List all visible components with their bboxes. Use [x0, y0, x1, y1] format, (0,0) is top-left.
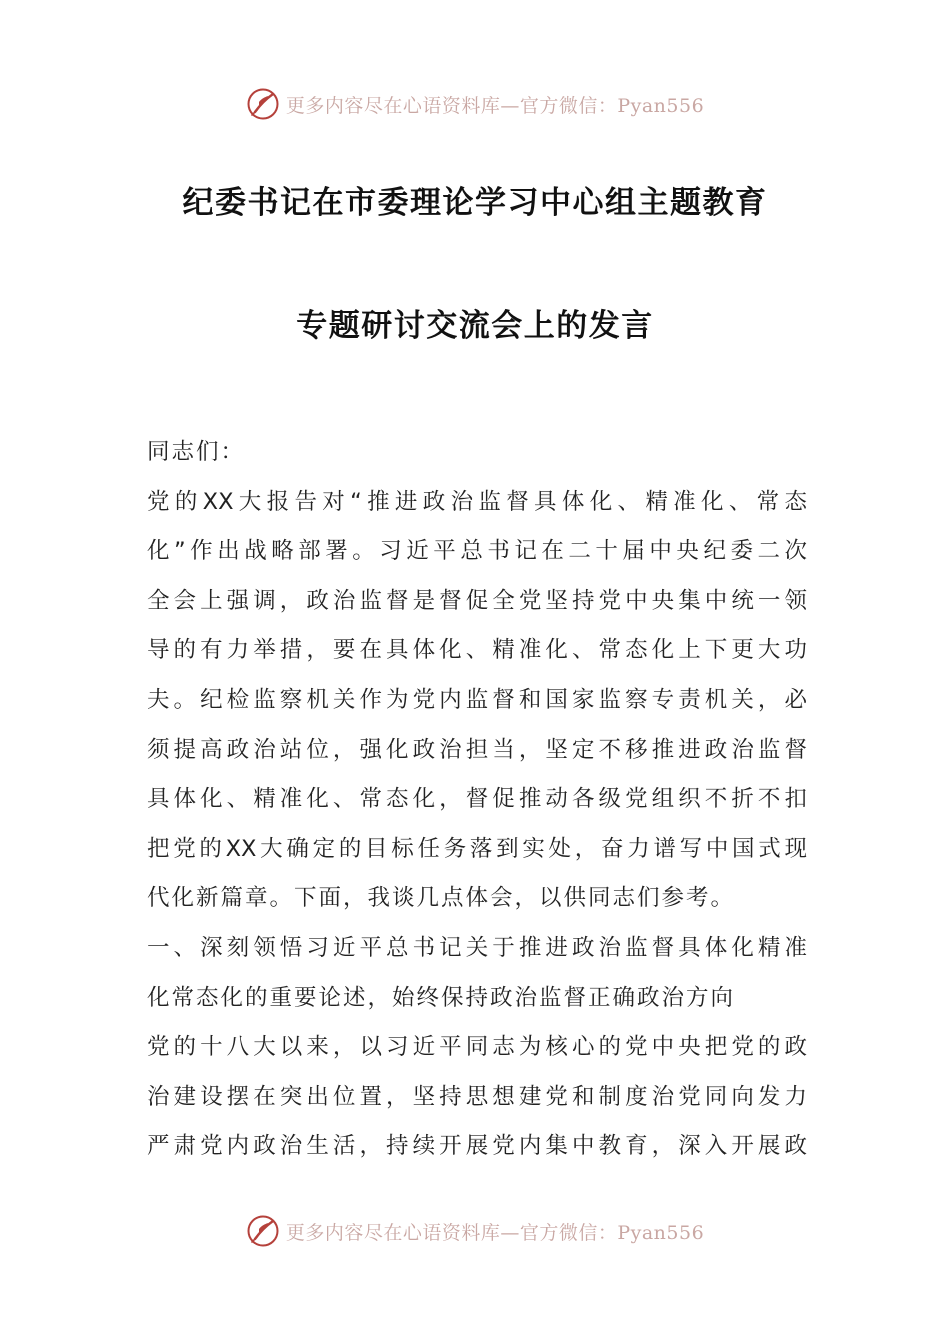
body-line: 夫。纪检监察机关作为党内监督和国家监察专责机关，必	[147, 686, 807, 713]
document-title-line-2: 专题研讨交流会上的发言	[296, 308, 654, 344]
watermark-text: 更多内容尽在心语资料库—官方微信：Pyan556	[285, 1221, 705, 1244]
body-line: 把党的XX大确定的目标任务落到实处，奋力谱写中国式现	[147, 835, 807, 862]
body-line: 导的有力举措，要在具体化、精准化、常态化上下更大功	[147, 637, 807, 664]
quill-logo-icon	[246, 1214, 280, 1248]
body-line: 全会上强调，政治监督是督促全党坚持党中央集中统一领	[147, 587, 807, 614]
document-body	[147, 428, 807, 1172]
watermark-header	[0, 84, 950, 124]
salutation: 同志们：	[147, 439, 246, 465]
body-line: 化”作出战略部署。习近平总书记在二十届中央纪委二次	[147, 538, 807, 565]
body-line: 治建设摆在突出位置，坚持思想建党和制度治党同向发力	[147, 1083, 807, 1110]
body-line: 具体化、精准化、常态化，督促推动各级党组织不折不扣	[147, 786, 807, 813]
quill-logo-icon	[246, 87, 280, 121]
body-line: 党的十八大以来，以习近平同志为核心的党中央把党的政	[147, 1034, 807, 1061]
body-line: 严肃党内政治生活，持续开展党内集中教育，深入开展政	[147, 1133, 807, 1160]
section-heading-line: 一、深刻领悟习近平总书记关于推进政治监督具体化精准	[147, 934, 807, 961]
watermark-footer	[0, 1211, 950, 1251]
watermark-text: 更多内容尽在心语资料库—官方微信：Pyan556	[285, 94, 705, 117]
body-line: 党的XX大报告对“推进政治监督具体化、精准化、常态	[147, 488, 807, 515]
document-title-line-1: 纪委书记在市委理论学习中心组主题教育	[182, 185, 768, 221]
body-line: 代化新篇章。下面，我谈几点体会，以供同志们参考。	[147, 885, 736, 912]
body-line: 须提高政治站位，强化政治担当，坚定不移推进政治监督	[147, 736, 807, 763]
section-heading-line: 化常态化的重要论述，始终保持政治监督正确政治方向	[147, 984, 736, 1011]
